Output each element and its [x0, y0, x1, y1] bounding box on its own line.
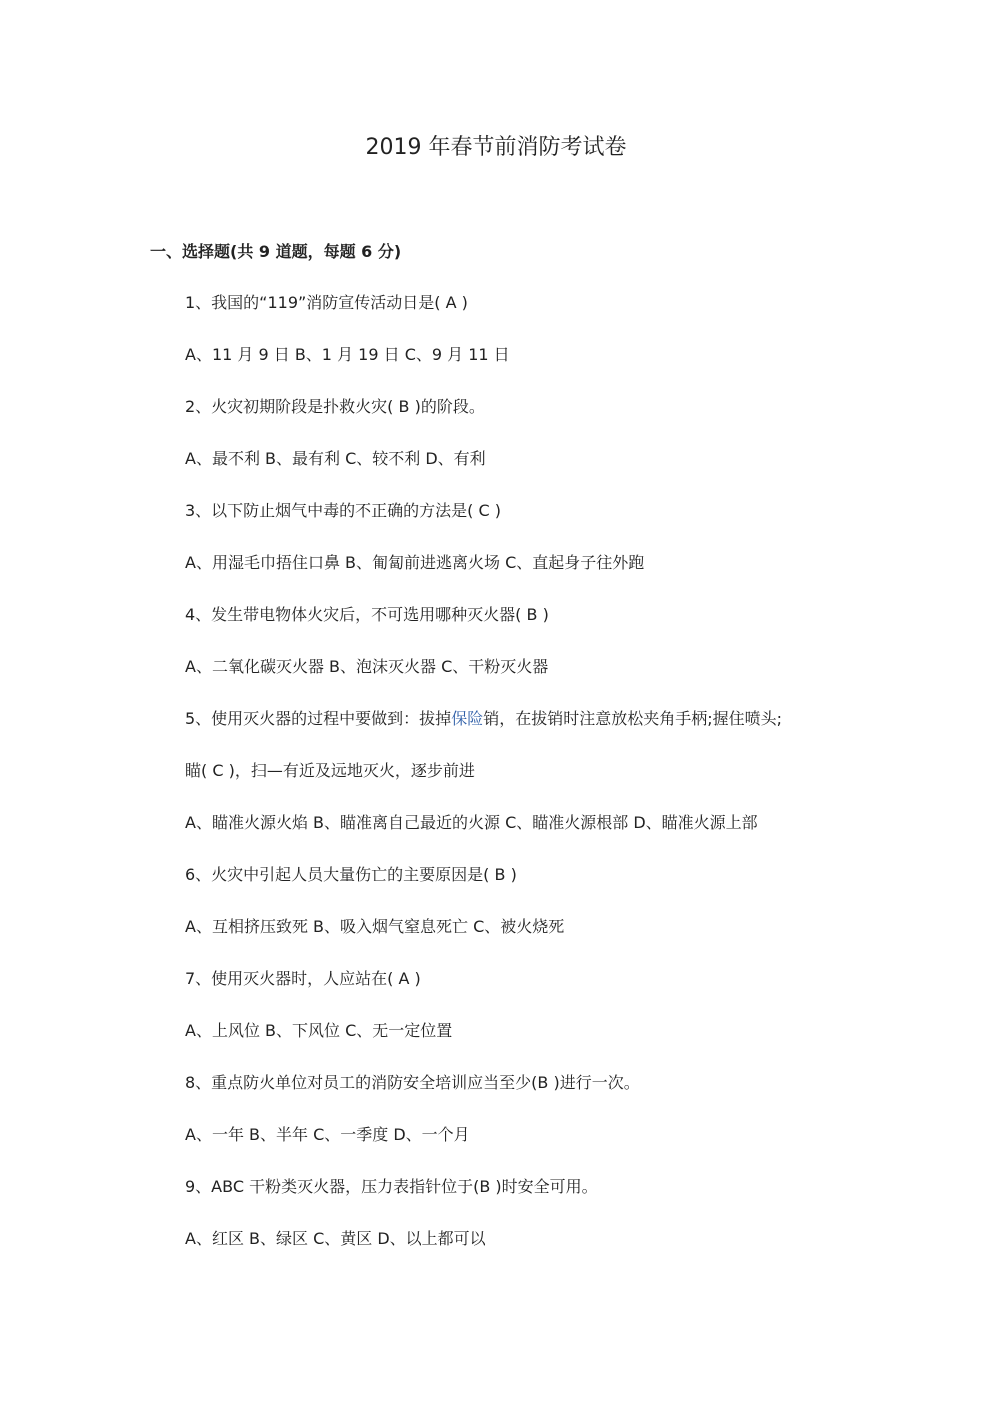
question-5	[185, 705, 782, 733]
options-5: A、瞄准火源火焰 B、瞄准离自己最近的火源 C、瞄准火源根部 D、瞄准火源上部	[185, 813, 758, 832]
question-6: 6、火灾中引起人员大量伤亡的主要原因是( B )	[185, 865, 517, 884]
question-3: 3、以下防止烟气中毒的不正确的方法是( C )	[185, 501, 502, 520]
question-1: 1、我国的“119”消防宣传活动日是( A )	[185, 293, 468, 312]
question-4: 4、发生带电物体火灾后，不可选用哪种灭火器( B )	[185, 605, 549, 624]
question-2: 2、火灾初期阶段是扑救火灾( B )的阶段。	[185, 397, 485, 416]
question-5-continued: 瞄( C )，扫—有近及远地灭火，逐步前进	[185, 761, 475, 780]
options-4: A、二氧化碳灭火器 B、泡沫灭火器 C、干粉灭火器	[185, 657, 549, 676]
insurance-link[interactable]: 保险	[451, 709, 484, 728]
options-7: A、上风位 B、下风位 C、无一定位置	[185, 1021, 453, 1040]
options-8: A、一年 B、半年 C、一季度 D、一个月	[185, 1125, 470, 1144]
options-9: A、红区 B、绿区 C、黄区 D、以上都可以	[185, 1229, 486, 1248]
section-heading: 一、选择题(共 9 道题，每题 6 分)	[150, 242, 402, 261]
question-5-text-b: 销，在拔销时注意放松夹角手柄;握住喷头;	[483, 709, 782, 728]
options-6: A、互相挤压致死 B、吸入烟气窒息死亡 C、被火烧死	[185, 917, 565, 936]
question-9: 9、ABC 干粉类灭火器，压力表指针位于(B )时安全可用。	[185, 1177, 598, 1196]
question-7: 7、使用灭火器时，人应站在( A )	[185, 969, 421, 988]
options-1: A、11 月 9 日 B、1 月 19 日 C、9 月 11 日	[185, 345, 510, 364]
options-2: A、最不利 B、最有利 C、较不利 D、有利	[185, 449, 486, 468]
page-title: 2019 年春节前消防考试卷	[365, 135, 627, 160]
question-5-text-a: 5、使用灭火器的过程中要做到：拔掉	[185, 709, 452, 728]
options-3: A、用湿毛巾捂住口鼻 B、匍匐前进逃离火场 C、直起身子往外跑	[185, 553, 645, 572]
question-8: 8、重点防火单位对员工的消防安全培训应当至少(B )进行一次。	[185, 1073, 640, 1092]
